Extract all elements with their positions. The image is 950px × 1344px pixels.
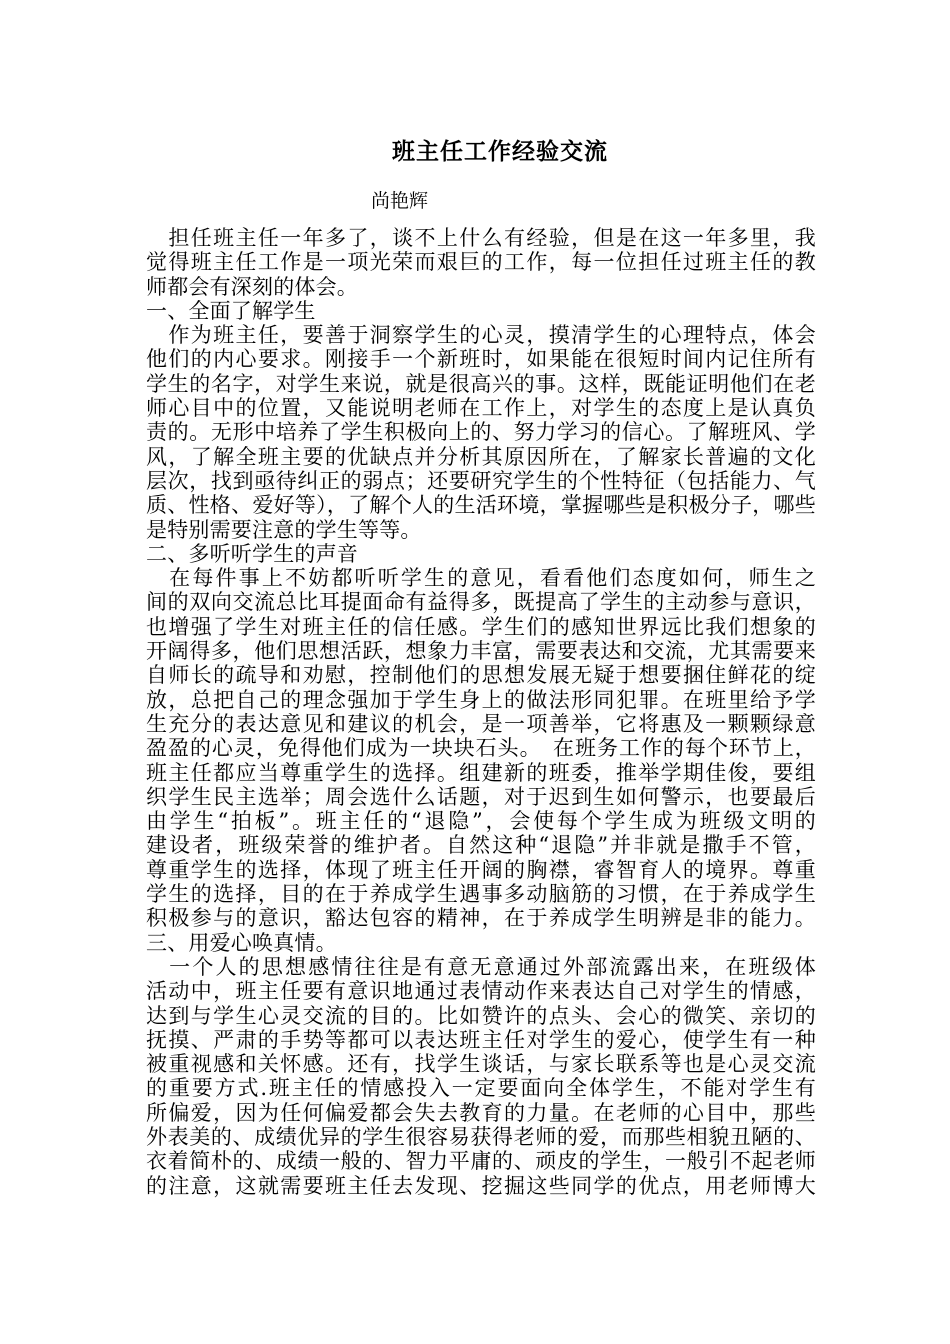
body-text-line: 是特别需要注意的学生等等。 [146,517,422,542]
body-text-line: 开阔得多，他们思想活跃，想象力丰富，需要表达和交流，尤其需要来 [146,639,816,664]
body-text-line: 活动中，班主任要有意识地通过表情动作来表达自己对学生的情感， [146,979,816,1004]
body-text-line: 建设者，班级荣誉的维护者。自然这种“退隐”并非就是撒手不管， [146,833,816,858]
body-text-line: 作为班主任，要善于洞察学生的心灵，摸清学生的心理特点，体会 [146,323,816,348]
author-name: 尚艳辉 [371,190,429,212]
body-text-line: 放，总把自己的理念强加于学生身上的做法形同犯罪。在班里给予学 [146,687,816,712]
body-text-line: 达到与学生心灵交流的目的。比如赞许的点头、会心的微笑、亲切的 [146,1003,816,1028]
body-text-line: 责的。无形中培养了学生积极向上的、努力学习的信心。了解班风、学 [146,420,816,445]
body-text-line: 被重视感和关怀感。还有，找学生谈话，与家长联系等也是心灵交流 [146,1052,816,1077]
body-text-line: 班主任都应当尊重学生的选择。组建新的班委，推举学期佳俊，要组 [146,760,816,785]
section-heading: 一、全面了解学生 [146,298,316,323]
body-text-line: 在每件事上不妨都听听学生的意见，看看他们态度如何，师生之 [146,566,816,591]
body-text-line: 学生的选择，目的在于养成学生遇事多动脑筋的习惯，在于养成学生 [146,882,816,907]
body-text-line: 风，了解全班主要的优缺点并分析其原因所在，了解家长普遍的文化 [146,444,816,469]
body-text-line: 的注意，这就需要班主任去发现、挖掘这些同学的优点，用老师博大 [146,1173,816,1198]
body-text-line: 觉得班主任工作是一项光荣而艰巨的工作，每一位担任过班主任的教 [146,250,816,275]
body-text-line: 他们的内心要求。刚接手一个新班时，如果能在很短时间内记住所有 [146,347,816,372]
body-text-line: 的重要方式.班主任的情感投入一定要面向全体学生，不能对学生有 [146,1076,816,1101]
body-text-line: 生充分的表达意见和建议的机会，是一项善举，它将惠及一颗颗绿意 [146,711,816,736]
body-text-line: 师都会有深刻的体会。 [146,274,358,299]
body-text-line: 所偏爱，因为任何偏爱都会失去教育的力量。在老师的心目中，那些 [146,1100,816,1125]
body-text-line: 学生的名字，对学生来说，就是很高兴的事。这样，既能证明他们在老 [146,371,816,396]
body-text-line: 师心目中的位置，又能说明老师在工作上，对学生的态度上是认真负 [146,396,816,421]
body-text-line: 衣着简朴的、成绩一般的、智力平庸的、顽皮的学生，一般引不起老师 [146,1149,816,1174]
body-text-line: 质、性格、爱好等），了解个人的生活环境，掌握哪些是积极分子，哪些 [146,493,816,518]
body-text-line: 织学生民主选举；周会选什么话题，对于迟到生如何警示，也要最后 [146,784,816,809]
body-text-line: 层次，找到亟待纠正的弱点；还要研究学生的个性特征（包括能力、气 [146,468,816,493]
body-text-line: 一个人的思想感情往往是有意无意通过外部流露出来，在班级体 [146,954,816,979]
body-text-line: 盈盈的心灵，免得他们成为一块块石头。 在班务工作的每个环节上， [146,736,816,761]
body-text-line: 由学生“拍板”。班主任的“退隐”，会使每个学生成为班级文明的 [146,809,816,834]
section-heading: 三、用爱心唤真情。 [146,930,337,955]
body-text-line: 抚摸、严肃的手势等都可以表达班主任对学生的爱心，使学生有一种 [146,1027,816,1052]
section-heading: 二、多听听学生的声音 [146,541,358,566]
body-text-line: 担任班主任一年多了，谈不上什么有经验，但是在这一年多里，我 [146,226,816,250]
body-text-line: 也增强了学生对班主任的信任感。学生们的感知世界远比我们想象的 [146,614,816,639]
body-text-line: 自师长的疏导和劝慰，控制他们的思想发展无疑于想要捆住鲜花的绽 [146,663,816,688]
body-text-line: 间的双向交流总比耳提面命有益得多，既提高了学生的主动参与意识， [146,590,816,615]
body-text-line: 积极参与的意识，豁达包容的精神，在于养成学生明辨是非的能力。 [146,906,816,931]
document-title: 班主任工作经验交流 [392,138,608,165]
body-text-line: 外表美的、成绩优异的学生很容易获得老师的爱，而那些相貌丑陋的、 [146,1124,816,1149]
body-text-line: 尊重学生的选择，体现了班主任开阔的胸襟，睿智育人的境界。尊重 [146,857,816,882]
document-body [146,226,816,1198]
